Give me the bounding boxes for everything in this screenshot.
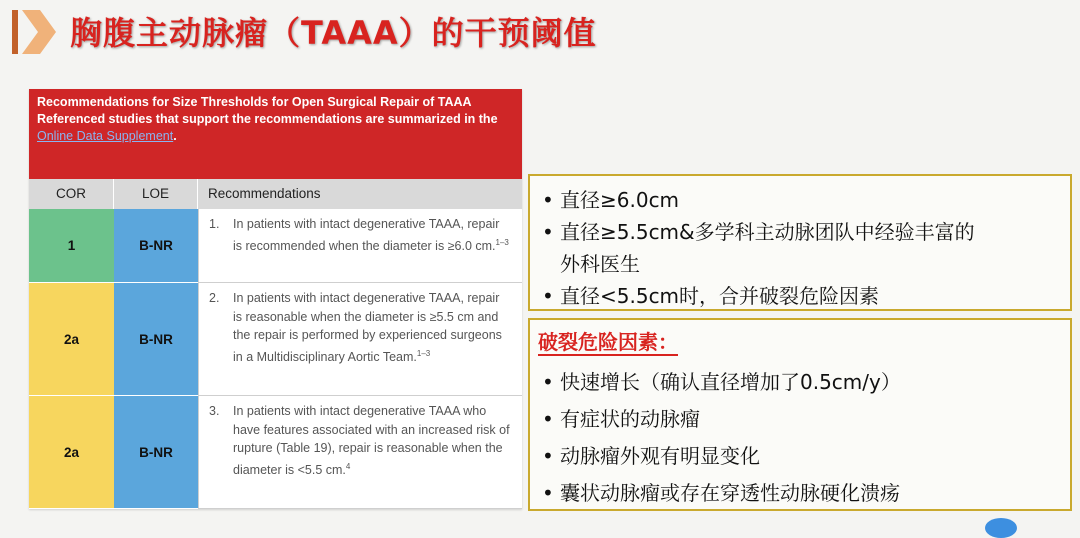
list-item: • 直径<5.5cm时，合并破裂危险因素 [538,280,1060,312]
table-header [29,89,522,179]
cor-cell: 1 [29,209,114,283]
list-item: • 动脉瘤外观有明显变化 [538,438,1060,475]
rupture-risk-box [528,318,1072,511]
online-data-supplement-link[interactable]: Online Data Supplement [37,129,174,143]
recommendation-text: In patients with intact degenerative TAAA, repair is reasonable when the diameter is ≥5.5 cm and the repair is performed by experienced surgeons in a Multidisciplinary Aortic Team. [233,291,502,364]
reference-superscript: 1–3 [495,237,509,247]
column-header-cor: COR [29,179,114,209]
reference-superscript: 4 [345,461,351,471]
rupture-risk-heading: 破裂危险因素： [538,330,678,354]
recommendation-cell [198,396,522,509]
list-item: • 直径≥5.5cm&多学科主动脉团队中经验丰富的 [538,216,1060,248]
table-header-note: Referenced studies that support the recommendations are summarized in the Online Data Supplement. [37,112,498,143]
loe-cell: B-NR [114,283,198,396]
recommendations-table [29,89,522,509]
table-row [29,283,522,396]
table-header-title: Recommendations for Size Thresholds for Open Surgical Repair of TAAA [37,95,472,109]
loe-cell: B-NR [114,396,198,509]
cor-cell: 2a [29,283,114,396]
list-item-continuation: 外科医生 [560,252,640,276]
column-header-loe: LOE [114,179,198,209]
loe-cell: B-NR [114,209,198,283]
title-chevron-icon [12,8,56,56]
list-item: • 快速增长（确认直径增加了0.5cm/y） [538,364,1060,401]
cor-cell: 2a [29,396,114,509]
table-row [29,396,522,509]
list-item: • 囊状动脉瘤或存在穿透性动脉硬化溃疡 [538,475,1060,512]
recommendation-number: 2. [209,291,220,305]
threshold-summary-box [528,174,1072,311]
list-item: • 直径≥6.0cm [538,184,1060,216]
recommendation-number: 1. [209,217,220,231]
reference-superscript: 1–3 [416,348,431,358]
recommendation-cell [198,209,522,283]
recommendation-text: In patients with intact degenerative TAAA, repair is recommended when the diameter is ≥6.0 cm. [233,217,500,253]
recommendation-text: In patients with intact degenerative TAAA who have features associated with an increased risk of rupture (Table 19), repair is reasonable when the diameter is <5.5 cm. [233,404,510,477]
slide-title: 胸腹主动脉瘤（TAAA）的干预阈值 [70,14,597,52]
table-row [29,209,522,283]
column-header-recommendations: Recommendations [198,179,522,209]
presenter-indicator [985,518,1017,538]
list-item: • 有症状的动脉瘤 [538,401,1060,438]
recommendation-number: 3. [209,404,220,418]
recommendation-cell [198,283,522,396]
